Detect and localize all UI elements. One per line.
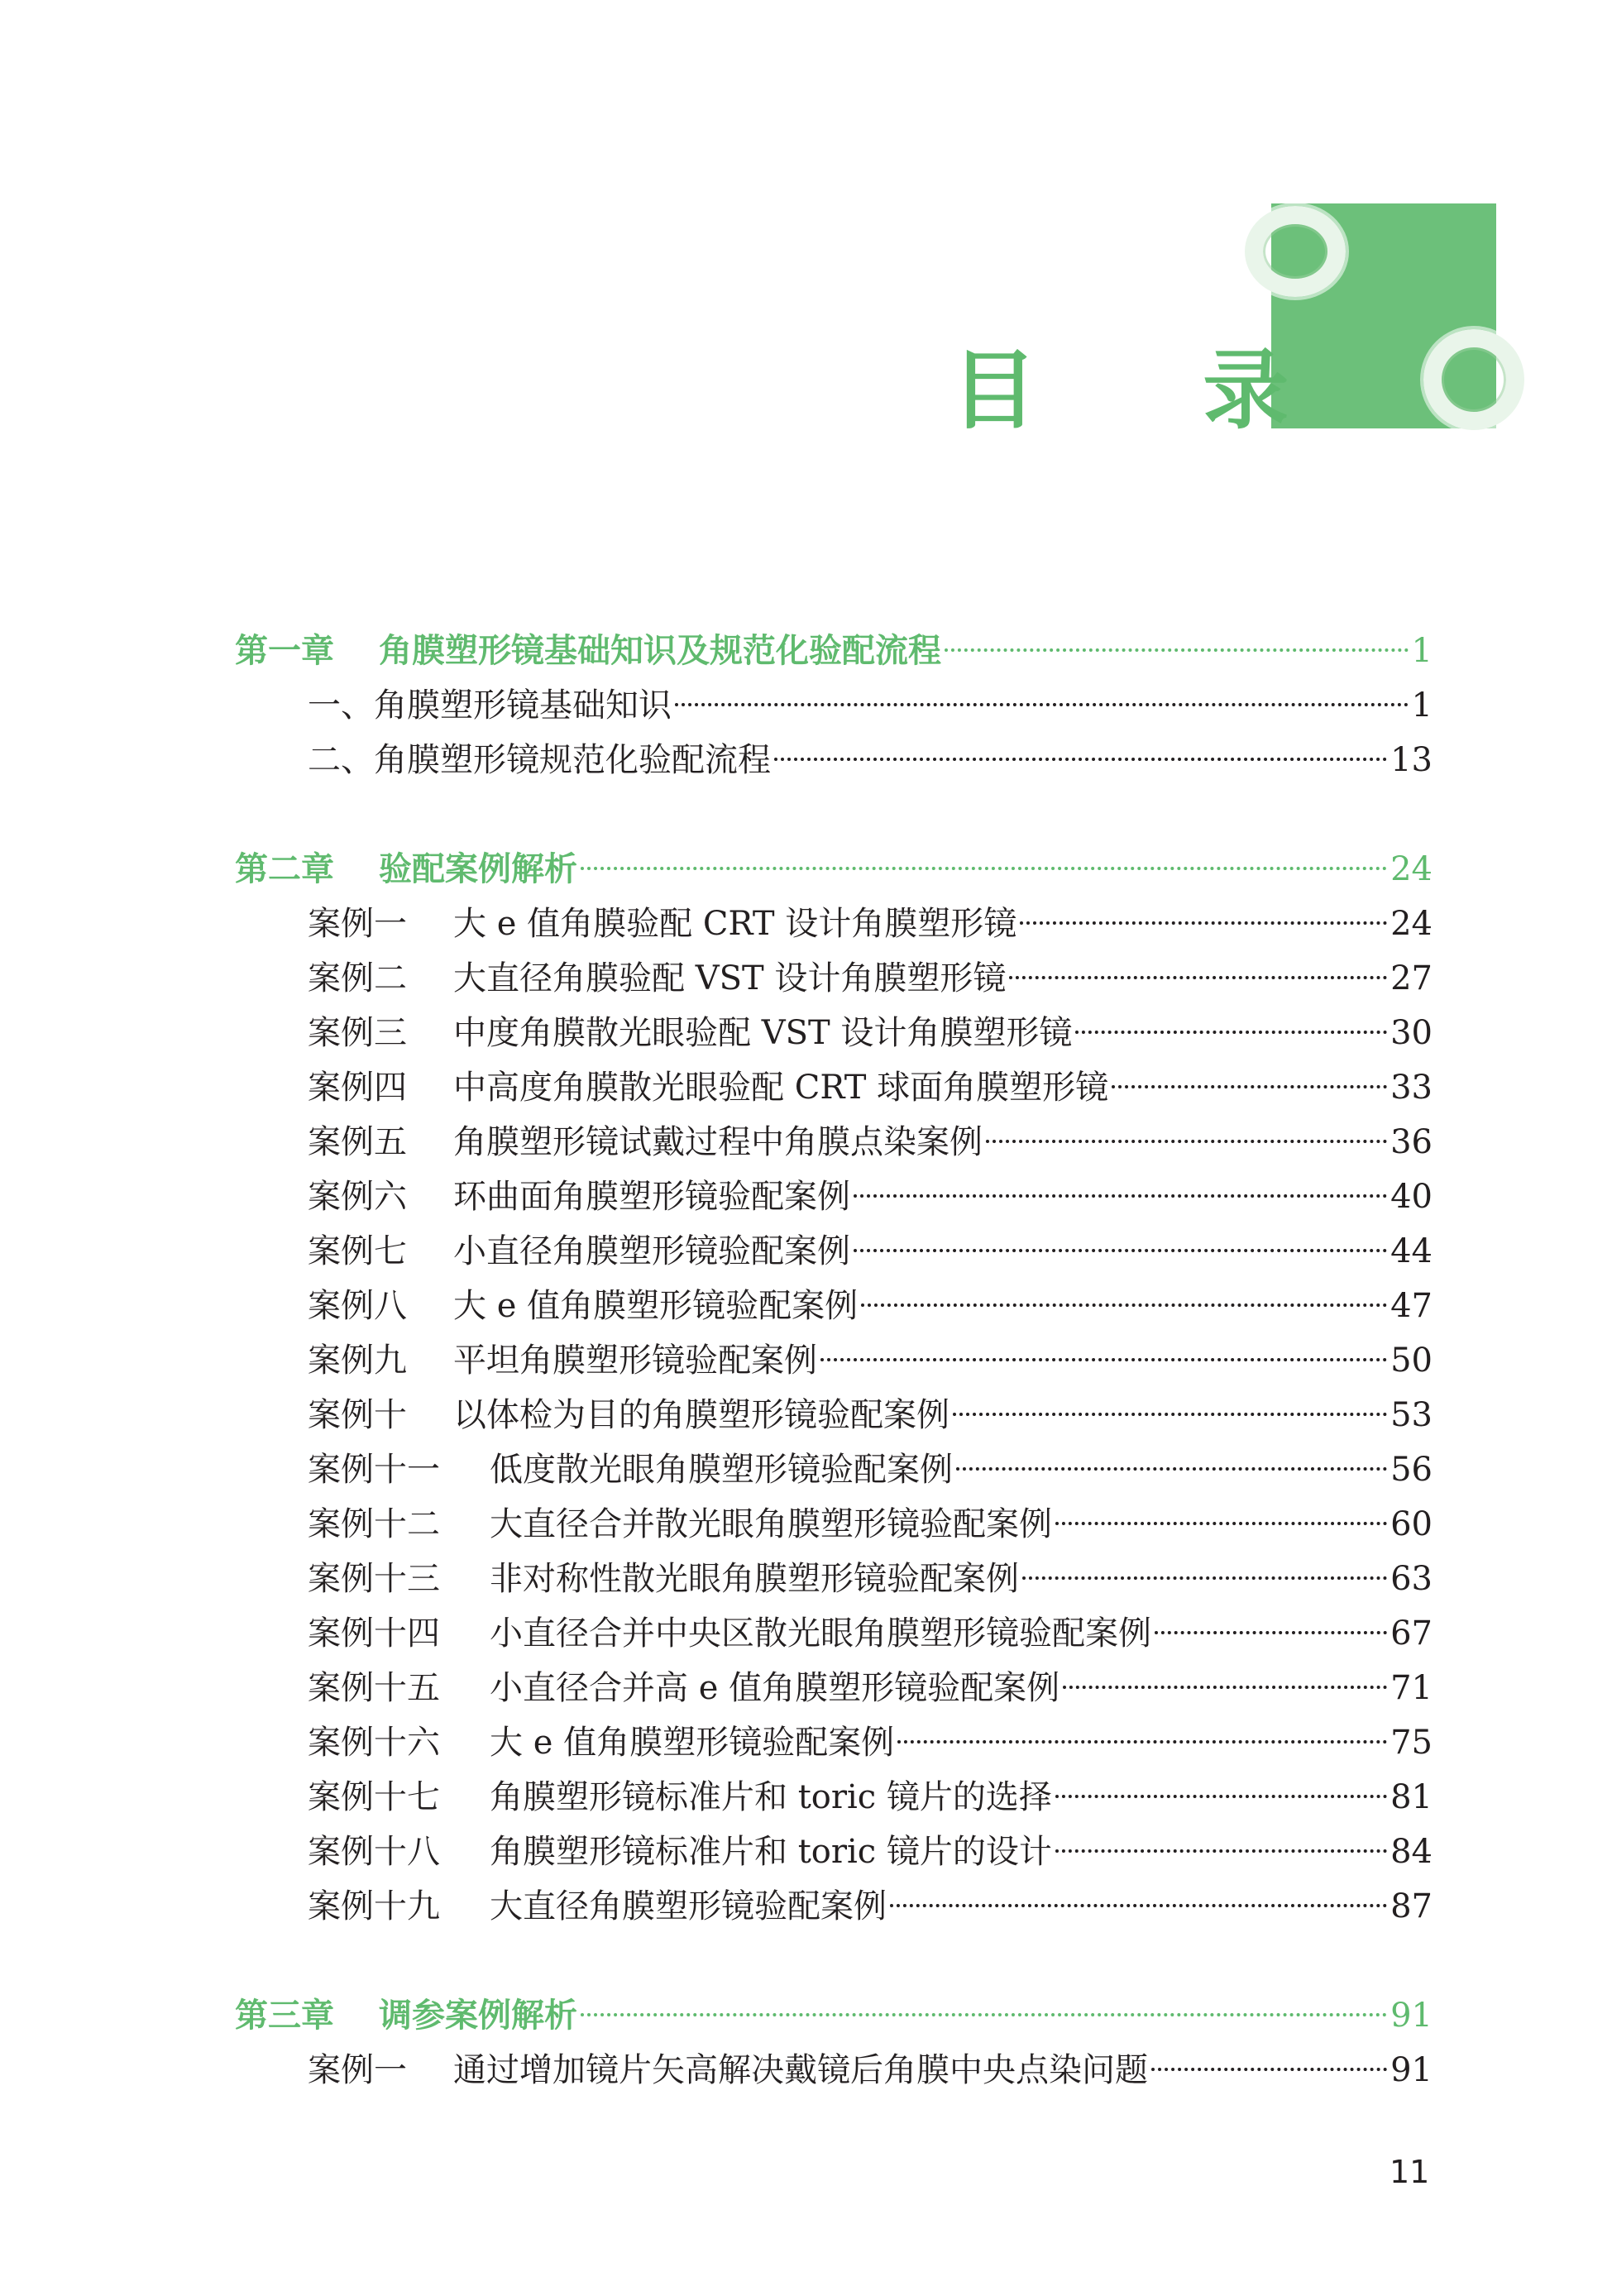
toc-entry-page: 1 <box>1411 686 1433 725</box>
toc-entry-page: 81 <box>1390 1778 1433 1816</box>
dot-leader <box>1022 1576 1387 1580</box>
dot-leader <box>854 1194 1387 1198</box>
toc-entry-title: 低度散光眼角膜塑形镜验配案例 <box>490 1451 953 1489</box>
toc-entry-label: 案例十七 <box>308 1778 440 1816</box>
toc-entry-title: 中度角膜散光眼验配 VST 设计角膜塑形镜 <box>453 1014 1073 1052</box>
toc-entry-label: 案例一 <box>308 905 407 943</box>
toc-entry[interactable] <box>235 1825 1433 1879</box>
toc-entry-title: 调参案例解析 <box>379 1997 577 2035</box>
toc-entry-title: 平坦角膜塑形镜验配案例 <box>453 1342 817 1380</box>
dot-leader <box>581 2013 1387 2016</box>
toc-entry-title: 大 e 值角膜塑形镜验配案例 <box>453 1287 859 1325</box>
toc-entry-title: 非对称性散光眼角膜塑形镜验配案例 <box>490 1560 1019 1598</box>
decorative-ring-icon <box>1245 206 1346 297</box>
toc-entry-title: 角膜塑形镜基础知识 <box>374 686 672 725</box>
toc-entry[interactable] <box>235 1497 1433 1552</box>
toc-entry-page: 53 <box>1390 1396 1433 1434</box>
toc-entry-title: 角膜塑形镜规范化验配流程 <box>374 741 771 779</box>
toc-entry-label: 案例十八 <box>308 1833 440 1871</box>
toc-entry-label: 案例十九 <box>308 1887 440 1925</box>
toc-entry-page: 60 <box>1390 1505 1433 1543</box>
dot-leader <box>854 1249 1387 1252</box>
toc-entry-label: 案例十三 <box>308 1560 440 1598</box>
toc-entry-page: 24 <box>1390 905 1433 943</box>
dot-leader <box>861 1303 1387 1307</box>
toc-entry[interactable] <box>235 1170 1433 1224</box>
toc-entry-title: 小直径合并中央区散光眼角膜塑形镜验配案例 <box>490 1614 1151 1653</box>
toc-entry[interactable] <box>235 678 1433 733</box>
dot-leader <box>890 1904 1387 1907</box>
toc-entry-page: 84 <box>1390 1833 1433 1871</box>
toc-entry-title: 角膜塑形镜试戴过程中角膜点染案例 <box>453 1123 983 1161</box>
toc-entry-title: 大 e 值角膜塑形镜验配案例 <box>490 1724 895 1762</box>
dot-leader <box>581 867 1387 870</box>
toc-entry-title: 小直径角膜塑形镜验配案例 <box>453 1232 850 1270</box>
toc-entry[interactable] <box>235 951 1433 1006</box>
toc-entry[interactable] <box>235 2043 1433 2097</box>
toc-entry-page: 50 <box>1390 1342 1433 1380</box>
toc-entry-label: 案例七 <box>308 1232 407 1270</box>
dot-leader <box>675 703 1409 706</box>
table-of-contents <box>235 624 1433 2152</box>
toc-entry[interactable] <box>235 1442 1433 1497</box>
toc-entry[interactable] <box>235 1333 1433 1388</box>
toc-entry-page: 71 <box>1390 1669 1433 1707</box>
toc-entry-page: 36 <box>1390 1123 1433 1161</box>
toc-entry-title: 大直径角膜验配 VST 设计角膜塑形镜 <box>453 959 1007 997</box>
toc-entry-title: 角膜塑形镜基础知识及规范化验配流程 <box>379 632 941 670</box>
dot-leader <box>897 1740 1387 1744</box>
dot-leader <box>956 1467 1387 1471</box>
dot-leader <box>1075 1031 1387 1034</box>
toc-entry[interactable] <box>235 1388 1433 1442</box>
decorative-ring-icon <box>1423 329 1524 430</box>
toc-entry-label: 第二章 <box>235 850 334 888</box>
toc-entry-title: 角膜塑形镜标准片和 toric 镜片的选择 <box>490 1778 1052 1816</box>
toc-entry-page: 75 <box>1390 1724 1433 1762</box>
toc-entry-page: 44 <box>1390 1232 1433 1270</box>
toc-entry-page: 1 <box>1411 632 1433 670</box>
dot-leader <box>953 1413 1387 1416</box>
toc-entry-page: 24 <box>1390 850 1433 888</box>
toc-entry[interactable] <box>235 1879 1433 1934</box>
toc-entry-title: 以体检为目的角膜塑形镜验配案例 <box>453 1396 950 1434</box>
toc-entry-page: 91 <box>1390 1997 1433 2035</box>
toc-entry-page: 30 <box>1390 1014 1433 1052</box>
toc-entry-page: 40 <box>1390 1178 1433 1216</box>
toc-entry[interactable] <box>235 1279 1433 1333</box>
toc-entry-title: 环曲面角膜塑形镜验配案例 <box>453 1178 850 1216</box>
toc-entry-title: 大直径合并散光眼角膜塑形镜验配案例 <box>490 1505 1052 1543</box>
toc-entry-label: 案例六 <box>308 1178 407 1216</box>
dot-leader <box>1155 1631 1387 1634</box>
toc-entry-label: 案例二 <box>308 959 407 997</box>
dot-leader <box>820 1358 1387 1361</box>
toc-entry[interactable] <box>235 1552 1433 1606</box>
toc-entry-label: 案例四 <box>308 1069 407 1107</box>
page-title: 目 录 <box>951 340 1357 441</box>
toc-chapter <box>235 624 1433 787</box>
dot-leader <box>945 648 1409 652</box>
dot-leader <box>1055 1522 1387 1525</box>
page-number: 11 <box>1390 2154 1430 2190</box>
toc-chapter-heading[interactable] <box>235 842 1433 897</box>
toc-entry-title: 验配案例解析 <box>379 850 577 888</box>
toc-chapter <box>235 1988 1433 2097</box>
toc-entry-label: 第一章 <box>235 632 334 670</box>
toc-entry-label: 案例十四 <box>308 1614 440 1653</box>
toc-entry-label: 二、 <box>308 741 374 779</box>
toc-entry-page: 33 <box>1390 1069 1433 1107</box>
toc-entry-label: 案例五 <box>308 1123 407 1161</box>
toc-entry-label: 案例十 <box>308 1396 407 1434</box>
toc-entry-label: 案例十五 <box>308 1669 440 1707</box>
toc-entry-label: 案例十二 <box>308 1505 440 1543</box>
toc-entry-title: 大直径角膜塑形镜验配案例 <box>490 1887 887 1925</box>
dot-leader <box>1055 1795 1387 1798</box>
toc-entry[interactable] <box>235 733 1433 787</box>
dot-leader <box>1112 1085 1387 1088</box>
dot-leader <box>1063 1686 1387 1689</box>
toc-entry[interactable] <box>235 1006 1433 1060</box>
toc-entry[interactable] <box>235 1060 1433 1115</box>
toc-entry-page: 27 <box>1390 959 1433 997</box>
toc-entry-label: 第三章 <box>235 1997 334 2035</box>
toc-entry-page: 47 <box>1390 1287 1433 1325</box>
toc-entry-page: 91 <box>1390 2051 1433 2089</box>
toc-entry-page: 67 <box>1390 1614 1433 1653</box>
toc-entry-label: 案例九 <box>308 1342 407 1380</box>
toc-entry[interactable] <box>235 1224 1433 1279</box>
toc-entry[interactable] <box>235 897 1433 951</box>
toc-entry[interactable] <box>235 1606 1433 1661</box>
dot-leader <box>774 758 1387 761</box>
toc-entry-label: 案例八 <box>308 1287 407 1325</box>
toc-chapter-heading[interactable] <box>235 1988 1433 2043</box>
toc-entry-title: 小直径合并高 e 值角膜塑形镜验配案例 <box>490 1669 1060 1707</box>
toc-entry-title: 通过增加镜片矢高解决戴镜后角膜中央点染问题 <box>453 2051 1148 2089</box>
toc-entry[interactable] <box>235 1115 1433 1170</box>
toc-entry-page: 63 <box>1390 1560 1433 1598</box>
toc-entry-label: 案例十六 <box>308 1724 440 1762</box>
dot-leader <box>986 1140 1387 1143</box>
toc-entry-title: 角膜塑形镜标准片和 toric 镜片的设计 <box>490 1833 1052 1871</box>
toc-chapter-heading[interactable] <box>235 624 1433 678</box>
toc-entry[interactable] <box>235 1770 1433 1825</box>
toc-entry[interactable] <box>235 1661 1433 1715</box>
toc-entry-page: 13 <box>1390 741 1433 779</box>
toc-entry-label: 案例一 <box>308 2051 407 2089</box>
toc-entry-title: 中高度角膜散光眼验配 CRT 球面角膜塑形镜 <box>453 1069 1109 1107</box>
dot-leader <box>1020 921 1387 925</box>
toc-entry-title: 大 e 值角膜验配 CRT 设计角膜塑形镜 <box>453 905 1017 943</box>
dot-leader <box>1151 2068 1387 2071</box>
toc-entry-page: 87 <box>1390 1887 1433 1925</box>
toc-entry-label: 一、 <box>308 686 374 725</box>
toc-chapter <box>235 842 1433 1934</box>
dot-leader <box>1055 1849 1387 1853</box>
toc-entry-page: 56 <box>1390 1451 1433 1489</box>
dot-leader <box>1009 976 1387 979</box>
toc-entry[interactable] <box>235 1715 1433 1770</box>
toc-entry-label: 案例十一 <box>308 1451 440 1489</box>
toc-entry-label: 案例三 <box>308 1014 407 1052</box>
